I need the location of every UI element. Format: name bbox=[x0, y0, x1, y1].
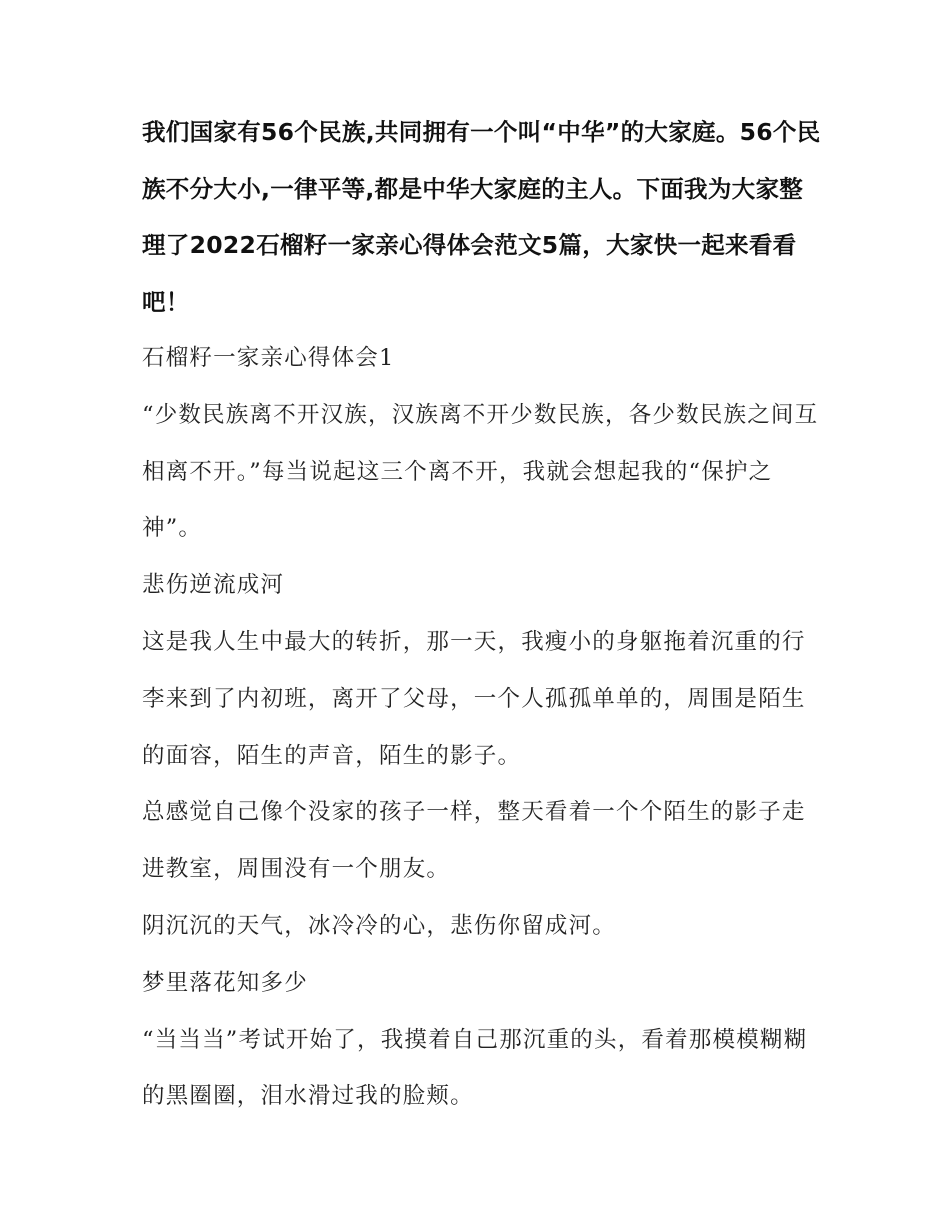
body-paragraph: “当当当”考试开始了，我摸着自己那沉重的头，看着那模模糊糊的黑圈圈，泪水滑过我的脸颊。 bbox=[142, 1026, 808, 1110]
body-paragraph: “少数民族离不开汉族，汉族离不开少数民族，各少数民族之间互相离不开。”每当说起这三个离不开，我就会想起我的“保护之神”。 bbox=[142, 401, 819, 542]
body-paragraph: 总感觉自己像个没家的孩子一样，整天看着一个个陌生的影子走进教室，周围没有一个朋友。 bbox=[142, 799, 806, 883]
subheading-dream: 梦里落花知多少 bbox=[142, 969, 308, 996]
intro-paragraph: 我们国家有56个民族,共同拥有一个叫“中华”的大家庭。56个民族不分大小,一律平等,都是中华大家庭的主人。下面我为大家整理了2022石榴籽一家亲心得体会范文5篇，大家快一起来看看吧！ bbox=[142, 118, 821, 316]
subheading-sorrow: 悲伤逆流成河 bbox=[142, 572, 285, 599]
section-title-1: 石榴籽一家亲心得体会1 bbox=[142, 345, 395, 371]
body-paragraph: 阴沉沉的天气，冰冷冷的心，悲伤你留成河。 bbox=[142, 912, 617, 939]
document-body bbox=[142, 104, 822, 1125]
body-paragraph: 这是我人生中最大的转折，那一天，我瘦小的身躯拖着沉重的行李来到了内初班，离开了父母，一个人孤孤单单的，周围是陌生的面容，陌生的声音，陌生的影子。 bbox=[142, 628, 806, 769]
